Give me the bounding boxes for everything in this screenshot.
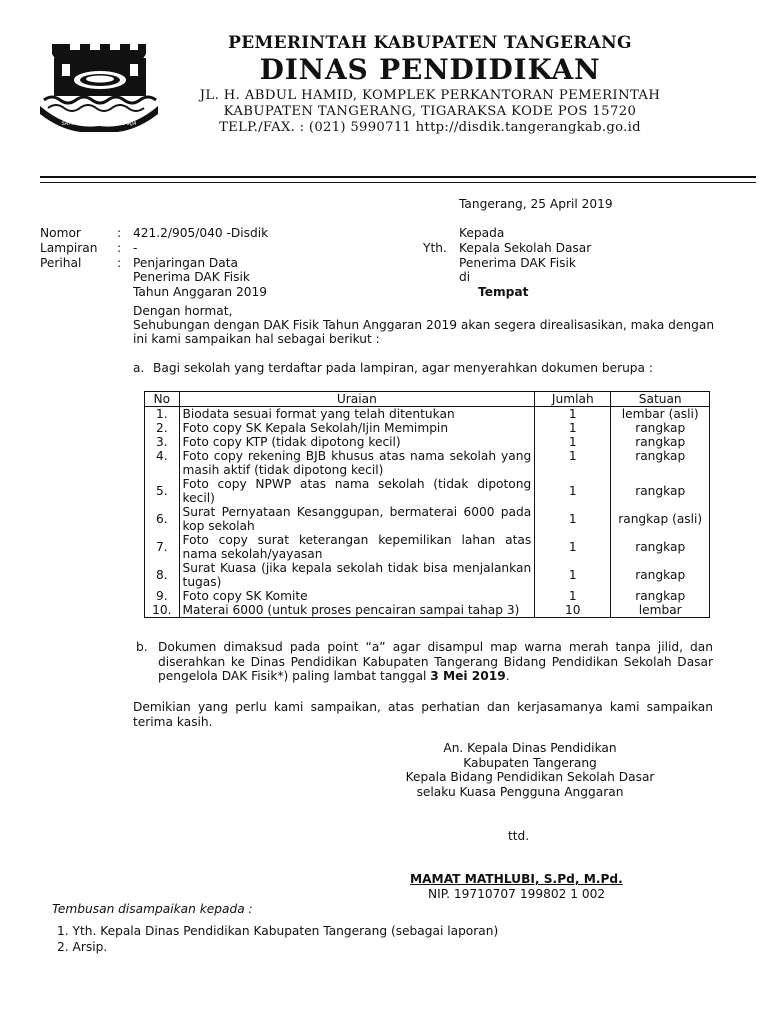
row-no: 2. xyxy=(145,421,180,435)
sign-line3: Kepala Bidang Pendidikan Sekolah Dasar xyxy=(405,770,655,784)
row-no: 4. xyxy=(145,449,180,477)
row-satuan: rangkap xyxy=(611,533,710,561)
row-jumlah: 1 xyxy=(535,477,611,505)
row-uraian: Foto copy rekening BJB khusus atas nama sekolah yang masih aktif (tidak dipotong kecil) xyxy=(179,449,535,477)
row-no: 5. xyxy=(145,477,180,505)
row-no: 8. xyxy=(145,561,180,589)
row-no: 9. xyxy=(145,589,180,603)
row-jumlah: 1 xyxy=(535,421,611,435)
letterhead-address-line2: KABUPATEN TANGERANG, TIGARAKSA KODE POS 15720 xyxy=(223,104,637,119)
row-satuan: lembar xyxy=(611,603,710,618)
recipient-line1: Kepala Sekolah Dasar xyxy=(459,241,592,255)
point-b-paragraph xyxy=(158,640,713,684)
row-satuan: rangkap xyxy=(611,561,710,589)
sign-line2: Kabupaten Tangerang xyxy=(463,756,597,770)
row-no: 1. xyxy=(145,407,180,422)
intro-line2: ini kami sampaikan hal sebagai berikut : xyxy=(133,332,380,346)
table-row xyxy=(145,477,710,505)
cc-title: Tembusan disampaikan kepada : xyxy=(52,902,253,916)
row-uraian: Materai 6000 (untuk proses pencairan sampai tahap 3) xyxy=(179,603,535,618)
lampiran-colon: : xyxy=(117,241,122,255)
row-satuan: rangkap xyxy=(611,435,710,449)
row-jumlah: 1 xyxy=(535,561,611,589)
letter-date: Tangerang, 25 April 2019 xyxy=(459,197,613,211)
row-no: 10. xyxy=(145,603,180,618)
table-row xyxy=(145,533,710,561)
closing-paragraph: Demikian yang perlu kami sampaikan, atas perhatian dan kerjasamanya kami sampaikan terima kasih. xyxy=(133,700,713,729)
row-jumlah: 1 xyxy=(535,533,611,561)
header-uraian: Uraian xyxy=(179,392,535,407)
sign-line4: selaku Kuasa Pengguna Anggaran xyxy=(416,785,624,799)
table-row xyxy=(145,505,710,533)
recipient-line2: Penerima DAK Fisik xyxy=(459,256,576,270)
letterhead-government: PEMERINTAH KABUPATEN TANGERANG xyxy=(228,33,632,53)
letterhead-address-line1: JL. H. ABDUL HAMID, KOMPLEK PERKANTORAN PEMERINTAH xyxy=(199,88,661,103)
recipient-yth: Yth. xyxy=(423,241,447,255)
row-satuan: rangkap xyxy=(611,421,710,435)
row-uraian: Biodata sesuai format yang telah ditentukan xyxy=(179,407,535,422)
header-satuan: Satuan xyxy=(611,392,710,407)
header-jumlah: Jumlah xyxy=(535,392,611,407)
point-a-text: Bagi sekolah yang terdaftar pada lampiran, agar menyerahkan dokumen berupa : xyxy=(153,361,653,375)
sign-line1: An. Kepala Dinas Pendidikan xyxy=(443,741,617,755)
row-uraian: Foto copy KTP (tidak dipotong kecil) xyxy=(179,435,535,449)
row-no: 7. xyxy=(145,533,180,561)
header-no: No xyxy=(145,392,180,407)
row-uraian: Surat Pernyataan Kesanggupan, bermaterai 6000 pada kop sekolah xyxy=(179,505,535,533)
table-header-row xyxy=(145,392,710,407)
row-jumlah: 1 xyxy=(535,589,611,603)
cc-item-2: 2. Arsip. xyxy=(57,940,108,954)
perihal-line1: Penjaringan Data xyxy=(133,256,239,270)
row-satuan: rangkap xyxy=(611,477,710,505)
point-b-end: . xyxy=(505,669,510,683)
row-uraian: Foto copy surat keterangan kepemilikan lahan atas nama sekolah/yayasan xyxy=(179,533,535,561)
intro-line1: Sehubungan dengan DAK Fisik Tahun Anggaran 2019 akan segera direalisasikan, maka dengan xyxy=(133,318,715,332)
table-row xyxy=(145,561,710,589)
letterhead-agency: DINAS PENDIDIKAN xyxy=(259,53,601,86)
row-no: 3. xyxy=(145,435,180,449)
table-row xyxy=(145,603,710,618)
row-satuan: rangkap (asli) xyxy=(611,505,710,533)
row-jumlah: 10 xyxy=(535,603,611,618)
letterhead-divider-thick xyxy=(40,176,756,178)
table-row xyxy=(145,435,710,449)
perihal-line3: Tahun Anggaran 2019 xyxy=(133,285,268,299)
recipient-di: di xyxy=(459,270,471,284)
row-uraian: Foto copy NPWP atas nama sekolah (tidak dipotong kecil) xyxy=(179,477,535,505)
row-satuan: lembar (asli) xyxy=(611,407,710,422)
signatory-name: MAMAT MATHLUBI, S.Pd, M.Pd. xyxy=(410,872,623,886)
perihal-colon: : xyxy=(117,256,122,270)
row-satuan: rangkap xyxy=(611,589,710,603)
table-row xyxy=(145,421,710,435)
row-no: 6. xyxy=(145,505,180,533)
greeting: Dengan hormat, xyxy=(133,304,233,318)
row-uraian: Surat Kuasa (jika kepala sekolah tidak bisa menjalankan tugas) xyxy=(179,561,535,589)
cc-item-1: 1. Yth. Kepala Dinas Pendidikan Kabupaten Tangerang (sebagai laporan) xyxy=(57,924,499,938)
sign-ttd: ttd. xyxy=(508,829,530,843)
letterhead-contact: TELP./FAX. : (021) 5990711 http://disdik.tangerangkab.go.id xyxy=(219,120,641,135)
row-jumlah: 1 xyxy=(535,505,611,533)
district-emblem-logo xyxy=(38,40,160,132)
recipient-tempat: Tempat xyxy=(478,285,529,299)
row-uraian: Foto copy SK Kepala Sekolah/Ijin Memimpin xyxy=(179,421,535,435)
point-b-deadline: 3 Mei 2019 xyxy=(430,669,506,683)
letterhead-divider-thin xyxy=(40,182,756,183)
signatory-nip: NIP. 19710707 199802 1 002 xyxy=(428,887,606,901)
svg-text:SATYA KARYA KERTA RAHARJA: SATYA KARYA KERTA RAHARJA xyxy=(61,121,137,127)
nomor-label: Nomor xyxy=(40,226,81,240)
lampiran-label: Lampiran xyxy=(40,241,98,255)
table-row xyxy=(145,449,710,477)
lampiran-value: - xyxy=(133,241,138,255)
row-jumlah: 1 xyxy=(535,449,611,477)
table-row xyxy=(145,407,710,422)
documents-table xyxy=(144,391,710,618)
recipient-kepada: Kepada xyxy=(459,226,505,240)
row-jumlah: 1 xyxy=(535,435,611,449)
perihal-line2: Penerima DAK Fisik xyxy=(133,270,250,284)
point-b-text: Dokumen dimaksud pada point “a” agar disampul map warna merah tanpa jilid, dan diserahkan ke Dinas Pendidikan Kabupaten Tangerang Bidang Pendidikan Sekolah Dasar pengelola DAK Fisik*) paling lambat tanggal xyxy=(158,640,713,683)
perihal-label: Perihal xyxy=(40,256,82,270)
table-row xyxy=(145,589,710,603)
row-uraian: Foto copy SK Komite xyxy=(179,589,535,603)
nomor-value: 421.2/905/040 -Disdik xyxy=(133,226,269,240)
nomor-colon: : xyxy=(117,226,122,240)
row-jumlah: 1 xyxy=(535,407,611,422)
point-b-label: b. xyxy=(136,640,148,654)
point-a-label: a. xyxy=(133,361,145,375)
row-satuan: rangkap xyxy=(611,449,710,477)
